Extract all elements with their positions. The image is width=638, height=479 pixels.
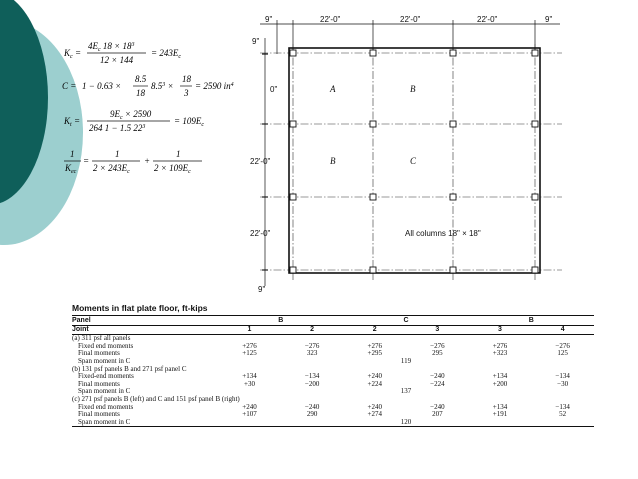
- case-title: (a) 311 psf all panels: [72, 334, 131, 343]
- moments-table: [72, 315, 594, 427]
- table-cell: +134: [492, 372, 508, 381]
- row-label: Fixed-end moments: [78, 372, 134, 381]
- table-cell: 290: [306, 410, 318, 419]
- case-title-row: [72, 366, 594, 374]
- table-cell: 295: [432, 349, 443, 358]
- table-cell: −134: [555, 402, 570, 411]
- top-dim-1: 9": [265, 15, 273, 24]
- eq-kc-denominator: 12 × 144: [100, 55, 134, 65]
- table-row: [72, 350, 594, 358]
- joint-cell: 1: [218, 325, 281, 335]
- table-cell: +323: [492, 349, 508, 358]
- eq-c-result: = 2590 $in^4$: [195, 81, 234, 91]
- eq-kec-f2-num: 1: [176, 149, 181, 159]
- eq-c-mid: $8.5^3$ ×: [151, 81, 174, 91]
- row-label: Span moment in C: [78, 356, 131, 365]
- eq-kec-lhs-num: 1: [70, 149, 75, 159]
- span-moment-value: 119: [400, 356, 412, 365]
- panel-label-b-top: B: [410, 84, 416, 94]
- floor-plan-diagram: [240, 14, 570, 299]
- equation-kt-svg: [64, 109, 234, 135]
- panel-label-a: A: [330, 84, 336, 94]
- table-cell: +200: [492, 379, 508, 388]
- table-cell: −276: [430, 341, 445, 350]
- joint-cell: 3: [469, 325, 532, 335]
- panel-label-b-left: B: [330, 156, 336, 166]
- table-row: [72, 404, 594, 412]
- joint-cell: 2: [343, 325, 406, 335]
- joint-header: Joint: [72, 325, 218, 335]
- eq-kt-denominator: 264 1 − 1.5 $22^3$: [89, 123, 146, 133]
- table-cell: +134: [242, 372, 257, 381]
- eq-kc-lhs: $K_c$ =: [64, 48, 82, 60]
- table-cell: +274: [367, 410, 382, 419]
- row-label: Fixed end moments: [78, 402, 134, 411]
- equation-c-svg: [62, 74, 242, 102]
- table-cell: +134: [492, 402, 508, 411]
- table-cell: +30: [244, 379, 255, 388]
- columns-note: All columns 18" × 18": [405, 229, 481, 238]
- table-cell: −134: [555, 372, 570, 381]
- equation-c: [62, 74, 242, 104]
- table-cell: +295: [367, 349, 382, 358]
- joint-cell: 2: [281, 325, 344, 335]
- table-cell: +240: [242, 402, 257, 411]
- panel-c-header: C: [343, 316, 468, 326]
- table-cell: −276: [555, 341, 570, 350]
- equation-kt: [64, 109, 234, 137]
- table-title: Moments in flat plate floor, ft-kips: [72, 303, 208, 313]
- eq-c-f1-den: 18: [136, 88, 145, 98]
- moments-table-container: [72, 303, 594, 427]
- equation-kec: [64, 149, 234, 179]
- table-cell: 125: [557, 349, 568, 358]
- table-header-joints: [72, 325, 594, 335]
- table-cell: +276: [492, 341, 508, 350]
- top-dim-3: 22'-0": [400, 15, 421, 24]
- top-dim-2: 22'-0": [320, 15, 341, 24]
- table-cell: −240: [304, 402, 320, 411]
- case-title-row: [72, 335, 594, 343]
- table-row: [72, 381, 594, 389]
- joint-cell: 3: [406, 325, 469, 335]
- eq-c-lhs: C =: [62, 81, 77, 91]
- top-dim-5: 9": [545, 15, 553, 24]
- left-dim-5: 9": [258, 285, 266, 294]
- table-row: [72, 373, 594, 381]
- row-label: Span moment in C: [78, 387, 131, 396]
- table-cell: −200: [304, 379, 320, 388]
- equation-kc: [64, 41, 234, 69]
- panel-b-right-header: B: [469, 316, 594, 326]
- row-label: Final moments: [78, 379, 120, 388]
- eq-kc-result: = $243E_c$: [151, 48, 181, 60]
- eq-kt-lhs: $K_t$ =: [64, 116, 81, 128]
- eq-c-f2-num: 18: [182, 74, 191, 84]
- panel-header: Panel: [72, 316, 218, 326]
- svg-text:=: =: [83, 156, 90, 166]
- table-cell: +240: [367, 402, 382, 411]
- row-label: Fixed end moments: [78, 341, 134, 350]
- table-cell: −134: [304, 372, 320, 381]
- table-cell: −240: [430, 402, 445, 411]
- row-label: Final moments: [78, 410, 120, 419]
- top-dim-4: 22'-0": [477, 15, 498, 24]
- eq-kec-f1-den: $2 \times 243E_c$: [93, 163, 130, 175]
- equation-kec-svg: [64, 149, 234, 177]
- eq-c-f2-den: 3: [184, 88, 189, 98]
- table-row: [72, 419, 594, 427]
- left-dim-1: 9": [252, 37, 260, 46]
- table-cell: +107: [242, 410, 257, 419]
- case-title-row: [72, 396, 594, 404]
- table-cell: +224: [367, 379, 382, 388]
- table-row: [72, 411, 594, 419]
- eq-kt-result: = $109E_c$: [174, 116, 204, 128]
- table-cell: −30: [557, 379, 569, 388]
- left-dim-3: 22'-0": [250, 157, 271, 166]
- row-label: Final moments: [78, 349, 120, 358]
- span-moment-value: 120: [343, 419, 468, 427]
- table-cell: −224: [430, 379, 445, 388]
- table-cell: −276: [304, 341, 320, 350]
- table-cell: 52: [559, 410, 567, 419]
- case-title: (c) 271 psf panels B (left) and C and 151 psf panel B (right): [72, 394, 240, 403]
- table-row: [72, 343, 594, 351]
- equation-kc-svg: [64, 41, 234, 67]
- panel-b-left-header: B: [218, 316, 343, 326]
- table-cell: +125: [242, 349, 257, 358]
- eq-kt-numerator: $9E_c \times 2590$: [110, 109, 152, 121]
- table-cell: 207: [432, 410, 443, 419]
- left-dim-4: 22'-0": [250, 229, 271, 238]
- eq-c-f1-num: 8.5: [135, 74, 147, 84]
- eq-c-body: 1 − 0.63 ×: [82, 81, 122, 91]
- eq-kec-f2-den: $2 \times 109E_c$: [154, 163, 191, 175]
- table-cell: +276: [367, 341, 382, 350]
- table-header-panels: [72, 316, 594, 326]
- table-cell: −240: [430, 372, 445, 381]
- case-title: (b) 131 psf panels B and 271 psf panel C: [72, 364, 187, 373]
- left-dim-2: 0": [270, 85, 278, 94]
- table-cell: +276: [242, 341, 257, 350]
- table-cell: +240: [367, 372, 382, 381]
- span-moment-value: 137: [400, 387, 412, 396]
- table-cell: 323: [306, 349, 318, 358]
- joint-cell: 4: [531, 325, 594, 335]
- eq-kc-numerator: $4E_c$ $18 \times 18^3$: [88, 41, 135, 53]
- eq-kec-lhs-den: $K_{ec}$: [65, 163, 77, 175]
- row-label: Span moment in C: [72, 419, 218, 427]
- eq-kec-f1-num: 1: [115, 149, 120, 159]
- eq-kec-plus: +: [144, 156, 151, 166]
- table-cell: +191: [492, 410, 508, 419]
- panel-label-c: C: [410, 156, 417, 166]
